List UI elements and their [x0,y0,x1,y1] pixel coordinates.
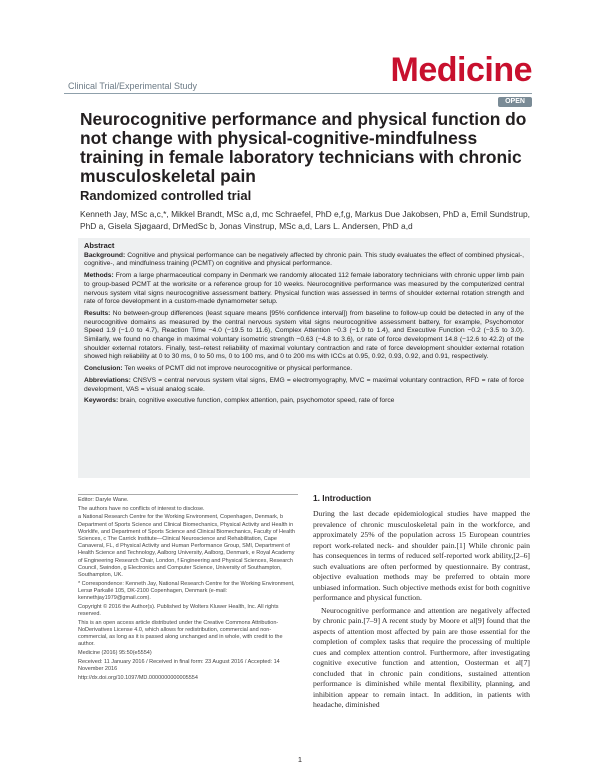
abstract-text: CNSVS = central nervous system vital signs, EMG = electromyography, MVC = maximal voluntary contraction, RFD = rate of force development, VAS = visual analog scale. [84,376,525,393]
header-rule [64,93,532,94]
abstract-results [84,310,524,362]
abstract-methods [84,272,524,307]
abstract-heading: Abstract [84,241,115,250]
abstract-label: Conclusion: [84,365,123,373]
footnote-editor: Editor: Daryle Wane. [78,497,129,503]
page-number: 1 [297,755,303,764]
journal-logo: Medicine [390,51,532,89]
footnote-rule [78,494,298,495]
body-paragraph: Neurocognitive performance and attention are negatively affected by chronic pain.[7–9] A recent study by Moore et al[9] found that the aspects of attention most affected by pain are those essential for the completion of complex tasks that require the processing of multiple cues and complex attention control. Furthermore, after investigating cognitive executive function and attention, Oosterman et al[7] concluded that in chronic pain conditions, sustained attention performance is diminished while mental flexibility, planning, and inhibition appear to remain intact. In addition, in patients with headache, diminished [313,605,530,709]
abstract-label: Abbreviations: [84,376,131,384]
open-access-badge: OPEN [498,97,532,107]
abstract-text: brain, cognitive executive function, complex attention, pain, psychomotor speed, rate of force [120,397,395,405]
abstract-text: Ten weeks of PCMT did not improve neurocognitive or physical performance. [124,365,353,373]
abstract-conclusion [84,365,524,374]
abstract-text: From a large pharmaceutical company in Denmark we randomly allocated 112 female laboratory technicians with chronic upper limb pain to group-based PCMT at the worksite or a reference group for 10 weeks. Neurocognitive performance was measured by the computerized central nervous system vital signs neurocognitive assessment battery. Physical function was assessed in terms of shoulder external rotation strength and rate of force development in a custom-made dynamometer setup. [84,272,524,306]
abstract-text: No between-group differences (least square means [95% confidence interval]) from baseline to follow-up could be detected in any of the neurocognitive domains as measured by the central nervous system vital signs neurocognitive assessment battery, for example, Psychomotor Speed 1.9 (−1.0 to 4.7), Reaction Time −4.0 (−19.5 to 11.6), Complex Attention −0.3 (−1.9 to 1.4), and Executive Function −0.2 (−3.5 to 3.0). Similarly, we found no change in maximal voluntary isometric strength −0.63 (−4.8 to 3.6), or rate of force development 14.8 (−12.6 to 42.2) of the shoulder external rotators. Finally, test–retest reliability of maximal voluntary contraction and rate of force development shoulder external rotation showed high reliability at 0 to 30 ms, 0 to 50 ms, 0 to 100 ms, and 0 to 200 ms with ICCs at 0.95, 0.92, 0.93, 0.92, and 0.91, respectively. [84,309,524,361]
footnote-license: This is an open access article distributed under the Creative Commons Attribution-NoDerivatives License 4.0, which allows for redistribution, commercial and non-commercial, as long as it is passed along unchanged and in whole, with credit to the author. [78,619,283,648]
abstract-label: Background: [84,251,126,259]
abstract-label: Results: [84,309,111,317]
abstract-label: Keywords: [84,397,119,405]
section-heading-introduction: 1. Introduction [313,493,372,503]
abstract-label: Methods: [84,272,114,280]
footnote-affiliations: a National Research Centre for the Working Environment, Copenhagen, Denmark, b Department of Sports Science and Clinical Biomechanics, Physical Activity and Health in Worklife, and Department of Sports Science and Clinical Biomechanics, Faculty of Health Sciences, c The Carrick Institute—Clinical Neuroscience and Rehabilitation, Cape Canaveral, FL, d Physical Activity and Human Performance Group, SMI, Department of Health Science and Technology, Aalborg University, Aalborg, Denmark, e Royal Academy of Engineering Research Chair, London, f Engineering and Physical Sciences, Research Council, Swindon, g Electronics and Computer Science, University of Southampton, Southampton, UK. [78,514,295,579]
author-list: Kenneth Jay, MSc a,c,*, Mikkel Brandt, MSc a,d, mc Schraefel, PhD e,f,g, Markus Due Jakobsen, PhD a, Emil Sundstrup, PhD a, Gisela Sjøgaard, DrMedSc b, Jonas Vinstrup, MSc a,d, Lars L. Andersen, PhD a,d [80,209,530,231]
abstract-background [84,252,524,269]
abstract-box [78,238,530,478]
footnote-dates: Received: 11 January 2016 / Received in final form: 23 August 2016 / Accepted: 14 November 2016 [78,658,280,672]
abstract-abbreviations [84,377,524,394]
abstract-keywords [84,397,524,406]
abstract-text: Cognitive and physical performance can be negatively affected by chronic pain. This study evaluates the effect of combined physical-, cognitive-, and mindfulness training (PCMT) on cognitive and physical performance. [84,251,524,268]
article-category: Clinical Trial/Experimental Study [68,81,198,91]
footnotes [78,497,298,683]
footnote-correspondence: * Correspondence: Kenneth Jay, National Research Centre for the Working Environment, Lersø Parkallé 105, DK-2100 Copenhagen, Denmark (e-mail: kennethjay1979@gmail.com). [78,580,295,602]
article-title: Neurocognitive performance and physical function do not change with physical-cognitive-mindfulness training in female laboratory technicians with chronic musculoskeletal pain [80,109,527,186]
introduction-body [313,509,530,713]
article-subtitle: Randomized controlled trial [80,188,252,203]
body-paragraph: During the last decade epidemiological studies have mapped the prevalence of chronic musculoskeletal pain in the workforce, and approximately 25% of the population across 15 European countries report work-related neck- and shoulder pain.[1] While chronic pain has consequences in terms of reduced self-reported work ability,[2–6] such evaluations are often performed by questionnaire. By contrast, objective evaluation methods may be preferred to obtain more unbiased information. Such objective methods exist for both cognitive performance and physical function. [313,509,530,602]
footnote-conflicts: The authors have no conflicts of interest to disclose. [78,505,205,512]
footnote-copyright: Copyright © 2016 the Author(s). Published by Wolters Kluwer Health, Inc. All rights reserved. [78,603,279,618]
footnote-doi-link[interactable]: http://dx.doi.org/10.1097/MD.0000000000005554 [78,674,198,681]
footnote-citation: Medicine (2016) 95:50(e5554) [78,650,152,657]
